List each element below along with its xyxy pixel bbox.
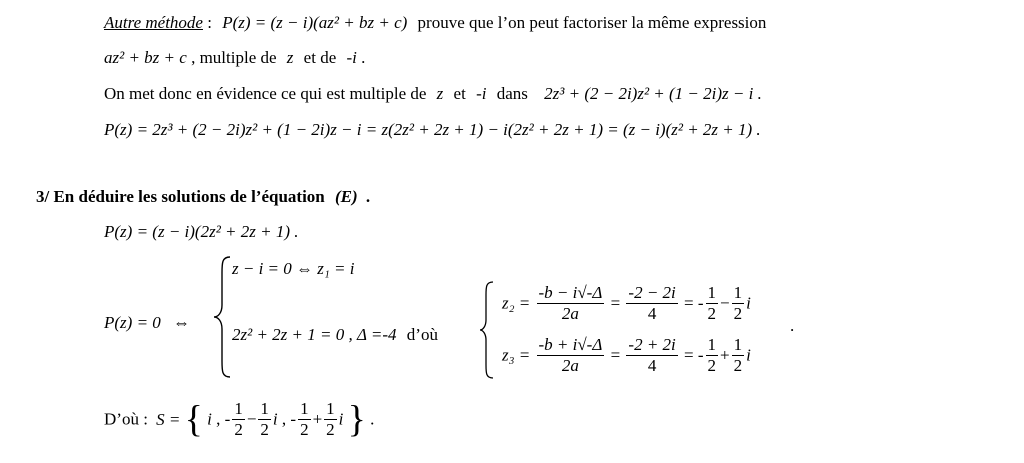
heading-text: 3/ En déduire les solutions de l’équation <box>36 187 325 206</box>
z2-num-value: -2 − 2i <box>628 283 676 302</box>
line-factored-form <box>104 222 299 242</box>
sol2-half-real-den: 2 <box>234 420 243 439</box>
line1-text: prouve que l’on peut factoriser la même expression <box>417 13 767 32</box>
line3-text1: On met donc en évidence ce qui est multiple de <box>104 84 427 103</box>
right-brace <box>478 280 496 380</box>
factorisation-expression: P(z) = (z − i)(az² + bz + c) <box>222 13 408 32</box>
z2-half-real <box>706 284 719 323</box>
system-lhs <box>104 313 190 333</box>
z3-label: z₃ = <box>502 345 531 365</box>
set-close-brace: } <box>347 398 366 441</box>
z3-half-imag-num: 1 <box>733 335 743 354</box>
z3-den-value: 4 <box>647 356 657 375</box>
line2-end: . <box>361 48 366 67</box>
z3-num-general: -b + i√-Δ <box>538 335 603 354</box>
z3-plus: + <box>720 345 730 365</box>
z3-eq1: = <box>610 345 621 365</box>
z2-i: i <box>746 293 751 313</box>
sol2-half-imag-num: 1 <box>260 399 269 418</box>
equation-label: (E) <box>335 187 358 206</box>
z3-num-value: -2 + 2i <box>628 335 676 354</box>
z3-den-general: 2a <box>561 356 579 375</box>
sol3-half-real-num: 1 <box>300 399 309 418</box>
z3-half-real-num: 1 <box>707 335 717 354</box>
z3-minus-sign: - <box>697 345 704 365</box>
line3-var-z: z <box>436 84 444 103</box>
line3-text2: et <box>453 84 466 103</box>
z2-den-value: 4 <box>647 304 657 323</box>
sol3-half-real <box>298 400 311 439</box>
quadratic-expression: az² + bz + c <box>104 48 187 67</box>
z3-i: i <box>746 345 751 365</box>
line3-var-minus-i: -i <box>476 84 487 103</box>
eq1-text: z − i = 0 ⇔ z₁ = i <box>232 259 355 278</box>
z2-half-imag-num: 1 <box>733 283 743 302</box>
sol2-half-imag-den: 2 <box>260 420 269 439</box>
z3-frac-general <box>537 336 605 375</box>
sol2-minus-sign: - <box>224 409 231 429</box>
question-heading <box>36 187 370 207</box>
solution-text: D’où : <box>104 409 148 429</box>
sol3-half-imag-den: 2 <box>326 420 335 439</box>
z2-row <box>502 284 751 323</box>
sol2-half-real <box>232 400 245 439</box>
set-open-brace: { <box>184 398 203 441</box>
line-evidence <box>104 84 762 104</box>
end-dot: . <box>790 316 795 335</box>
line2-text1: , multiple de <box>191 48 277 67</box>
solution-line <box>104 400 374 439</box>
dou-text: d’où <box>406 325 438 344</box>
z2-minus: − <box>720 293 730 313</box>
z2-half-real-num: 1 <box>707 283 717 302</box>
system-eq2 <box>232 325 438 345</box>
autre-methode-label: Autre méthode <box>104 13 203 32</box>
sol3-half-imag-num: 1 <box>326 399 335 418</box>
z2-num-general: -b − i√-Δ <box>538 283 603 302</box>
colon: : <box>202 13 212 32</box>
sol2-minus: − <box>246 409 257 429</box>
z2-half-imag-den: 2 <box>733 304 743 323</box>
system-eq1 <box>232 259 355 279</box>
solution-i: i <box>207 409 212 429</box>
polynomial-expression: 2z³ + (2 − 2i)z² + (1 − 2i)z − i . <box>544 84 762 103</box>
solution-end: . <box>370 409 375 429</box>
sol3-half-real-den: 2 <box>300 420 309 439</box>
var-minus-i: -i <box>346 48 357 67</box>
solution-sep1: , <box>216 409 221 429</box>
z2-label: z₂ = <box>502 293 531 313</box>
sol2-half-imag <box>258 400 271 439</box>
z2-half-real-den: 2 <box>707 304 717 323</box>
z2-half-imag <box>732 284 745 323</box>
line-multiple <box>104 48 365 68</box>
line2-text2: et de <box>303 48 337 67</box>
line-factorisation <box>104 120 761 140</box>
z2-den-general: 2a <box>561 304 579 323</box>
z2-frac-value <box>626 284 677 323</box>
sol2-i: i <box>272 409 278 429</box>
line3-text3: dans <box>496 84 528 103</box>
left-brace <box>212 255 234 379</box>
system-end-dot <box>790 316 794 336</box>
eq2-text: 2z² + 2z + 1 = 0 , Δ =-4 <box>232 325 397 344</box>
factorisation-chain: P(z) = 2z³ + (2 − 2i)z² + (1 − 2i)z − i = z(2z² + 2z + 1) − i(2z² + 2z + 1) = (z − i)(z² + 2z + 1) . <box>104 120 761 139</box>
solution-sep2: , <box>281 409 287 429</box>
system-lhs-text: P(z) = 0 <box>104 313 161 332</box>
z3-eq2: = <box>684 345 694 365</box>
line-autre-methode <box>104 13 766 33</box>
z3-half-real <box>706 336 719 375</box>
z2-frac-general <box>537 284 605 323</box>
z2-eq2: = <box>684 293 694 313</box>
equivalence-symbol: ⇔ <box>173 313 191 332</box>
z3-frac-value <box>626 336 677 375</box>
sol3-plus: + <box>312 409 323 429</box>
factored-form: P(z) = (z − i)(2z² + 2z + 1) . <box>104 222 299 241</box>
z3-row <box>502 336 751 375</box>
solution-set-label: S = <box>156 409 181 429</box>
sol2-half-real-num: 1 <box>234 399 243 418</box>
z3-half-real-den: 2 <box>707 356 717 375</box>
var-z: z <box>286 48 294 67</box>
sol3-minus-sign: - <box>290 409 297 429</box>
z3-half-imag-den: 2 <box>733 356 743 375</box>
z2-minus-sign: - <box>697 293 704 313</box>
z2-eq1: = <box>610 293 621 313</box>
z3-half-imag <box>732 336 745 375</box>
sol3-i: i <box>338 409 344 429</box>
sol3-half-imag <box>324 400 337 439</box>
heading-end: . <box>365 187 371 206</box>
